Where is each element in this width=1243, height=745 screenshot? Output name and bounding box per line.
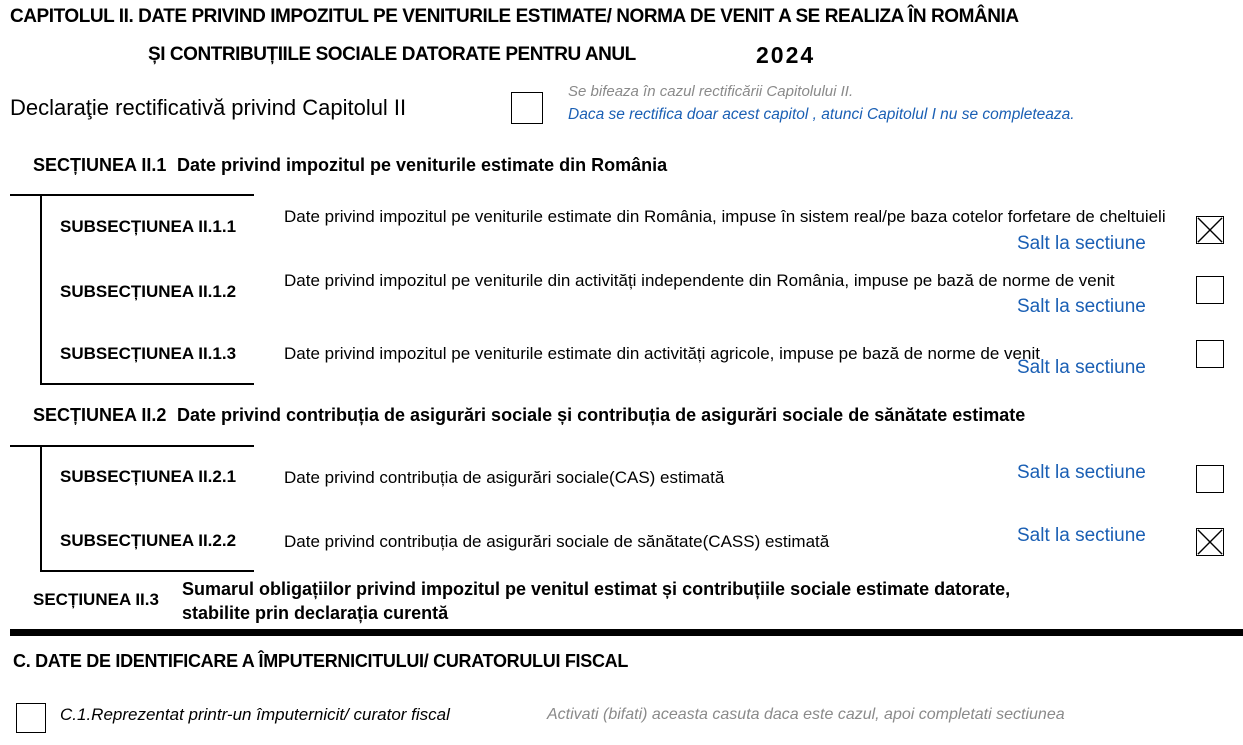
subsection-2-2-2-description: Date privind contribuția de asigurări sociale de sănătate(CASS) estimată [284,532,830,551]
chapter-title-line1: CAPITOLUL II. DATE PRIVIND IMPOZITUL PE VENITURILE ESTIMATE/ NORMA DE VENIT A SE REALIZA ÎN ROMÂNIA [10,6,1019,27]
subsection-2-1-2-checkbox[interactable] [1196,276,1224,304]
section-2-1-title: Date privind impozitul pe veniturile estimate din România [177,155,668,175]
subsection-2-1-3-code: SUBSECȚIUNEA II.1.3 [60,344,237,363]
rectification-instruction: Daca se rectifica doar acest capitol , atunci Capitolul I nu se completeaza. [568,106,1075,123]
representative-checkbox[interactable] [16,703,46,733]
year-value: 2024 [756,42,816,68]
subsection-2-2-1-jump-link[interactable]: Salt la sectiune [1017,462,1146,483]
subsection-2-2-1-code: SUBSECȚIUNEA II.2.1 [60,467,237,486]
section-2-2-title: Date privind contribuția de asigurări sociale și contribuția de asigurări sociale de sănătate estimate [177,405,1026,425]
subsection-2-1-3-checkbox[interactable] [1196,340,1224,368]
bracket-line [10,445,254,447]
subsection-2-1-2-code: SUBSECȚIUNEA II.1.2 [60,282,237,301]
rectification-note: Se bifeaza în cazul rectificării Capitolului II. [568,83,854,100]
subsection-2-1-3-jump-link[interactable]: Salt la sectiune [1017,357,1146,378]
subsection-2-2-1-checkbox[interactable] [1196,465,1224,493]
section-2-3-title-line1: Sumarul obligațiilor privind impozitul pe venitul estimat și contribuțiile sociale estimate datorate, [182,579,1011,599]
subsection-2-2-1-description: Date privind contribuția de asigurări sociale(CAS) estimată [284,468,725,487]
representative-hint: Activati (bifati) aceasta casuta daca este cazul, apoi completati sectiunea [547,706,1065,723]
subsection-2-1-1-jump-link[interactable]: Salt la sectiune [1017,233,1146,254]
section-2-3-title-line2: stabilite prin declarația curentă [182,603,449,623]
checked-x-icon [1197,217,1223,243]
subsection-2-2-2-checkbox[interactable] [1196,528,1224,556]
section-c-title: C. DATE DE IDENTIFICARE A ÎMPUTERNICITULUI/ CURATORULUI FISCAL [13,651,629,671]
subsection-2-2-2-code: SUBSECȚIUNEA II.2.2 [60,531,237,550]
subsection-2-1-2-jump-link[interactable]: Salt la sectiune [1017,296,1146,317]
subsection-2-1-1-description: Date privind impozitul pe veniturile estimate din România, impuse în sistem real/pe baza cotelor forfetare de cheltuieli [284,207,1166,226]
bracket-line [40,570,254,572]
chapter-title-line2: ȘI CONTRIBUȚIILE SOCIALE DATORATE PENTRU ANUL [148,44,636,65]
section-2-3-code: SECȚIUNEA II.3 [33,590,159,609]
bracket-line [40,194,42,384]
subsection-2-1-1-code: SUBSECȚIUNEA II.1.1 [60,217,237,236]
rectification-checkbox[interactable] [511,92,543,124]
bracket-line [40,445,42,571]
section-2-2-code: SECȚIUNEA II.2 [33,405,167,425]
section-divider [10,629,1243,636]
subsection-2-1-1-checkbox[interactable] [1196,216,1224,244]
subsection-2-1-3-description: Date privind impozitul pe veniturile estimate din activități agricole, impuse pe bază de norme de venit [284,344,1040,363]
rectification-label: Declaraţie rectificativă privind Capitolul II [10,95,407,120]
bracket-line [10,194,254,196]
bracket-line [40,383,254,385]
representative-label: C.1.Reprezentat printr-un împuternicit/ curator fiscal [60,705,450,724]
subsection-2-2-2-jump-link[interactable]: Salt la sectiune [1017,525,1146,546]
subsection-2-1-2-description: Date privind impozitul pe veniturile din activități independente din România, impuse pe bază de norme de venit [284,271,1115,290]
section-2-1-code: SECȚIUNEA II.1 [33,155,167,175]
checked-x-icon [1197,529,1223,555]
